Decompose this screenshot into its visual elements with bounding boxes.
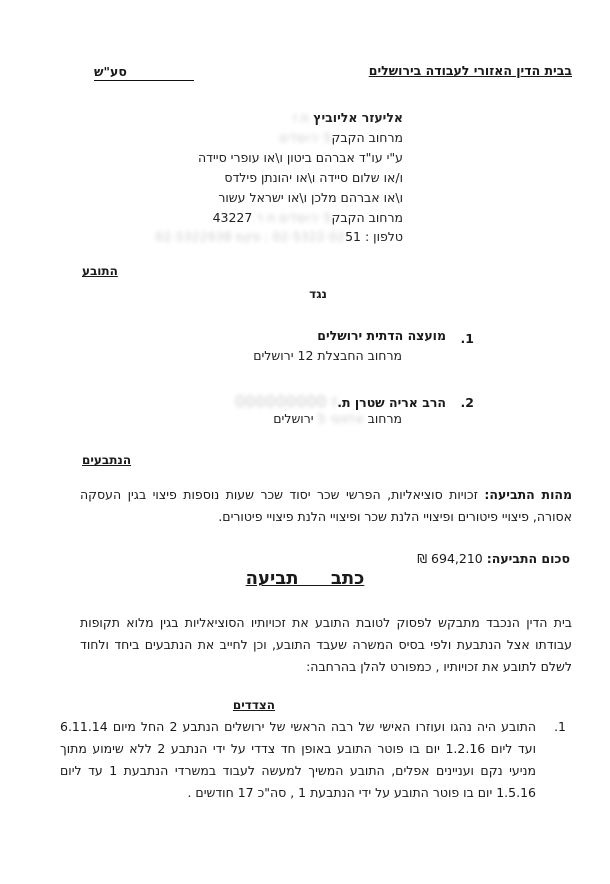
plaintiff-counsel-line-3: ו\או אברהם מלכן ו\או ישראל עשור bbox=[218, 190, 403, 205]
counsel-address-line bbox=[213, 210, 403, 226]
defendants-role-label: הנתבעים bbox=[82, 453, 132, 467]
redacted-id: ת.ז bbox=[292, 110, 310, 125]
defendant-1-name: מועצה הדתית ירושלים bbox=[317, 328, 446, 343]
case-label: סע"ש bbox=[94, 64, 127, 79]
intro-paragraph: בית הדין הנכבד מתבקש לפסוק לטובת התובע את זכויותיו הסוציאליות בגין מלוא תקופות עבודתו אצל הנתבעת ולפי בסיס המשרה שעבד התובע, וכן לחייב את הנתבעים ביחד ולחוד לשלם לתובע את זכויותיו , כמפורט להלן בהרחבה: bbox=[80, 615, 572, 674]
parties-section-heading: הצדדים bbox=[232, 698, 275, 712]
defendant-1-number bbox=[461, 328, 474, 347]
defendant-2-name-line bbox=[235, 392, 446, 411]
claim-sum-label: סכום התביעה: bbox=[486, 551, 570, 566]
claim-sum-line bbox=[417, 551, 570, 566]
counsel-phone-line bbox=[155, 229, 403, 245]
defendant-2-name: הרב אריה שטרן ת. bbox=[337, 395, 446, 410]
list-number: 2. bbox=[460, 395, 474, 410]
list-number: 1. bbox=[460, 331, 474, 346]
claim-sum-value: 694,210 ₪ bbox=[417, 551, 483, 566]
redacted-text: אלפסי 5 bbox=[317, 411, 364, 426]
address-city: ירושלים bbox=[273, 411, 314, 426]
plaintiff-name-line bbox=[293, 110, 403, 126]
plaintiff-role-label: התובע bbox=[82, 264, 118, 278]
counsel-phone: טלפון : 51 bbox=[345, 229, 403, 244]
defendant-2-number bbox=[461, 392, 474, 411]
postal-box: 43227 bbox=[212, 210, 253, 225]
list-item-text: התובע היה נהגו ועוזרו האישי של רבה הראשי של ירושלים הנתבע 2 החל מיום 6.11.14 ועד ליום 1.2.16 יום בו פוטר התובע באופן חד צדדי על ידי הנתבע 2 ללא שימוע מתוך מניעי נקם ועניינים אפלים, התובע המשיך למעשה לעבוד במשרדי הנתבעת 1 עד ליום 1.5.16 יום בו פוטר התובע על ידי הנתבעת 1 , סה"כ 17 חודשים . bbox=[60, 719, 537, 800]
defendant-1-address: מרחוב החבצלת 12 ירושלים bbox=[253, 348, 402, 363]
plaintiff-counsel-line-1: ע"י עו"ד אברהם ביטון ו\או עופרי סיידה bbox=[197, 150, 403, 165]
address-prefix: מרחוב bbox=[367, 411, 402, 426]
document-title-text: כתב תביעה bbox=[245, 568, 365, 589]
claim-nature-text: זכויות סוציאליות, הפרשי שכר יסוד שכר שעות נוספות פיצוי בגין העסקה אסורה, פיצויי פיטורים ופיצויי הלנת שכר ופיצויי הלנת פיצויי פיטורים. bbox=[80, 487, 572, 524]
plaintiff-address-line bbox=[279, 130, 403, 146]
defendant-2-address bbox=[273, 411, 402, 426]
court-name: בבית הדין האזורי לעבודה בירושלים bbox=[368, 63, 572, 78]
plaintiff-address: מרחוב הקבק bbox=[331, 130, 403, 145]
redacted-text: 02-5322-02 ; פקס 02-5322938 bbox=[155, 229, 346, 244]
plaintiff-name: אליעזר אליוביץ bbox=[313, 110, 403, 125]
document-title bbox=[0, 568, 610, 589]
redacted-id: ז 000000000 bbox=[234, 392, 338, 411]
redacted-text: 5 ירושלים bbox=[279, 130, 332, 145]
case-number-field bbox=[94, 63, 194, 81]
counsel-address: מרחוב הקבק bbox=[331, 210, 403, 225]
versus-label: נגד bbox=[309, 287, 327, 301]
plaintiff-counsel-line-2: ו/או שלום סיידה ו\או יהונתן פילדס bbox=[224, 170, 403, 185]
redacted-text: 5 ירושלים ת.ד. bbox=[252, 210, 332, 225]
list-number: 1. bbox=[554, 719, 566, 734]
claim-nature-paragraph bbox=[80, 484, 572, 528]
list-item bbox=[60, 716, 572, 804]
claim-nature-label: מהות התביעה: bbox=[484, 487, 572, 502]
